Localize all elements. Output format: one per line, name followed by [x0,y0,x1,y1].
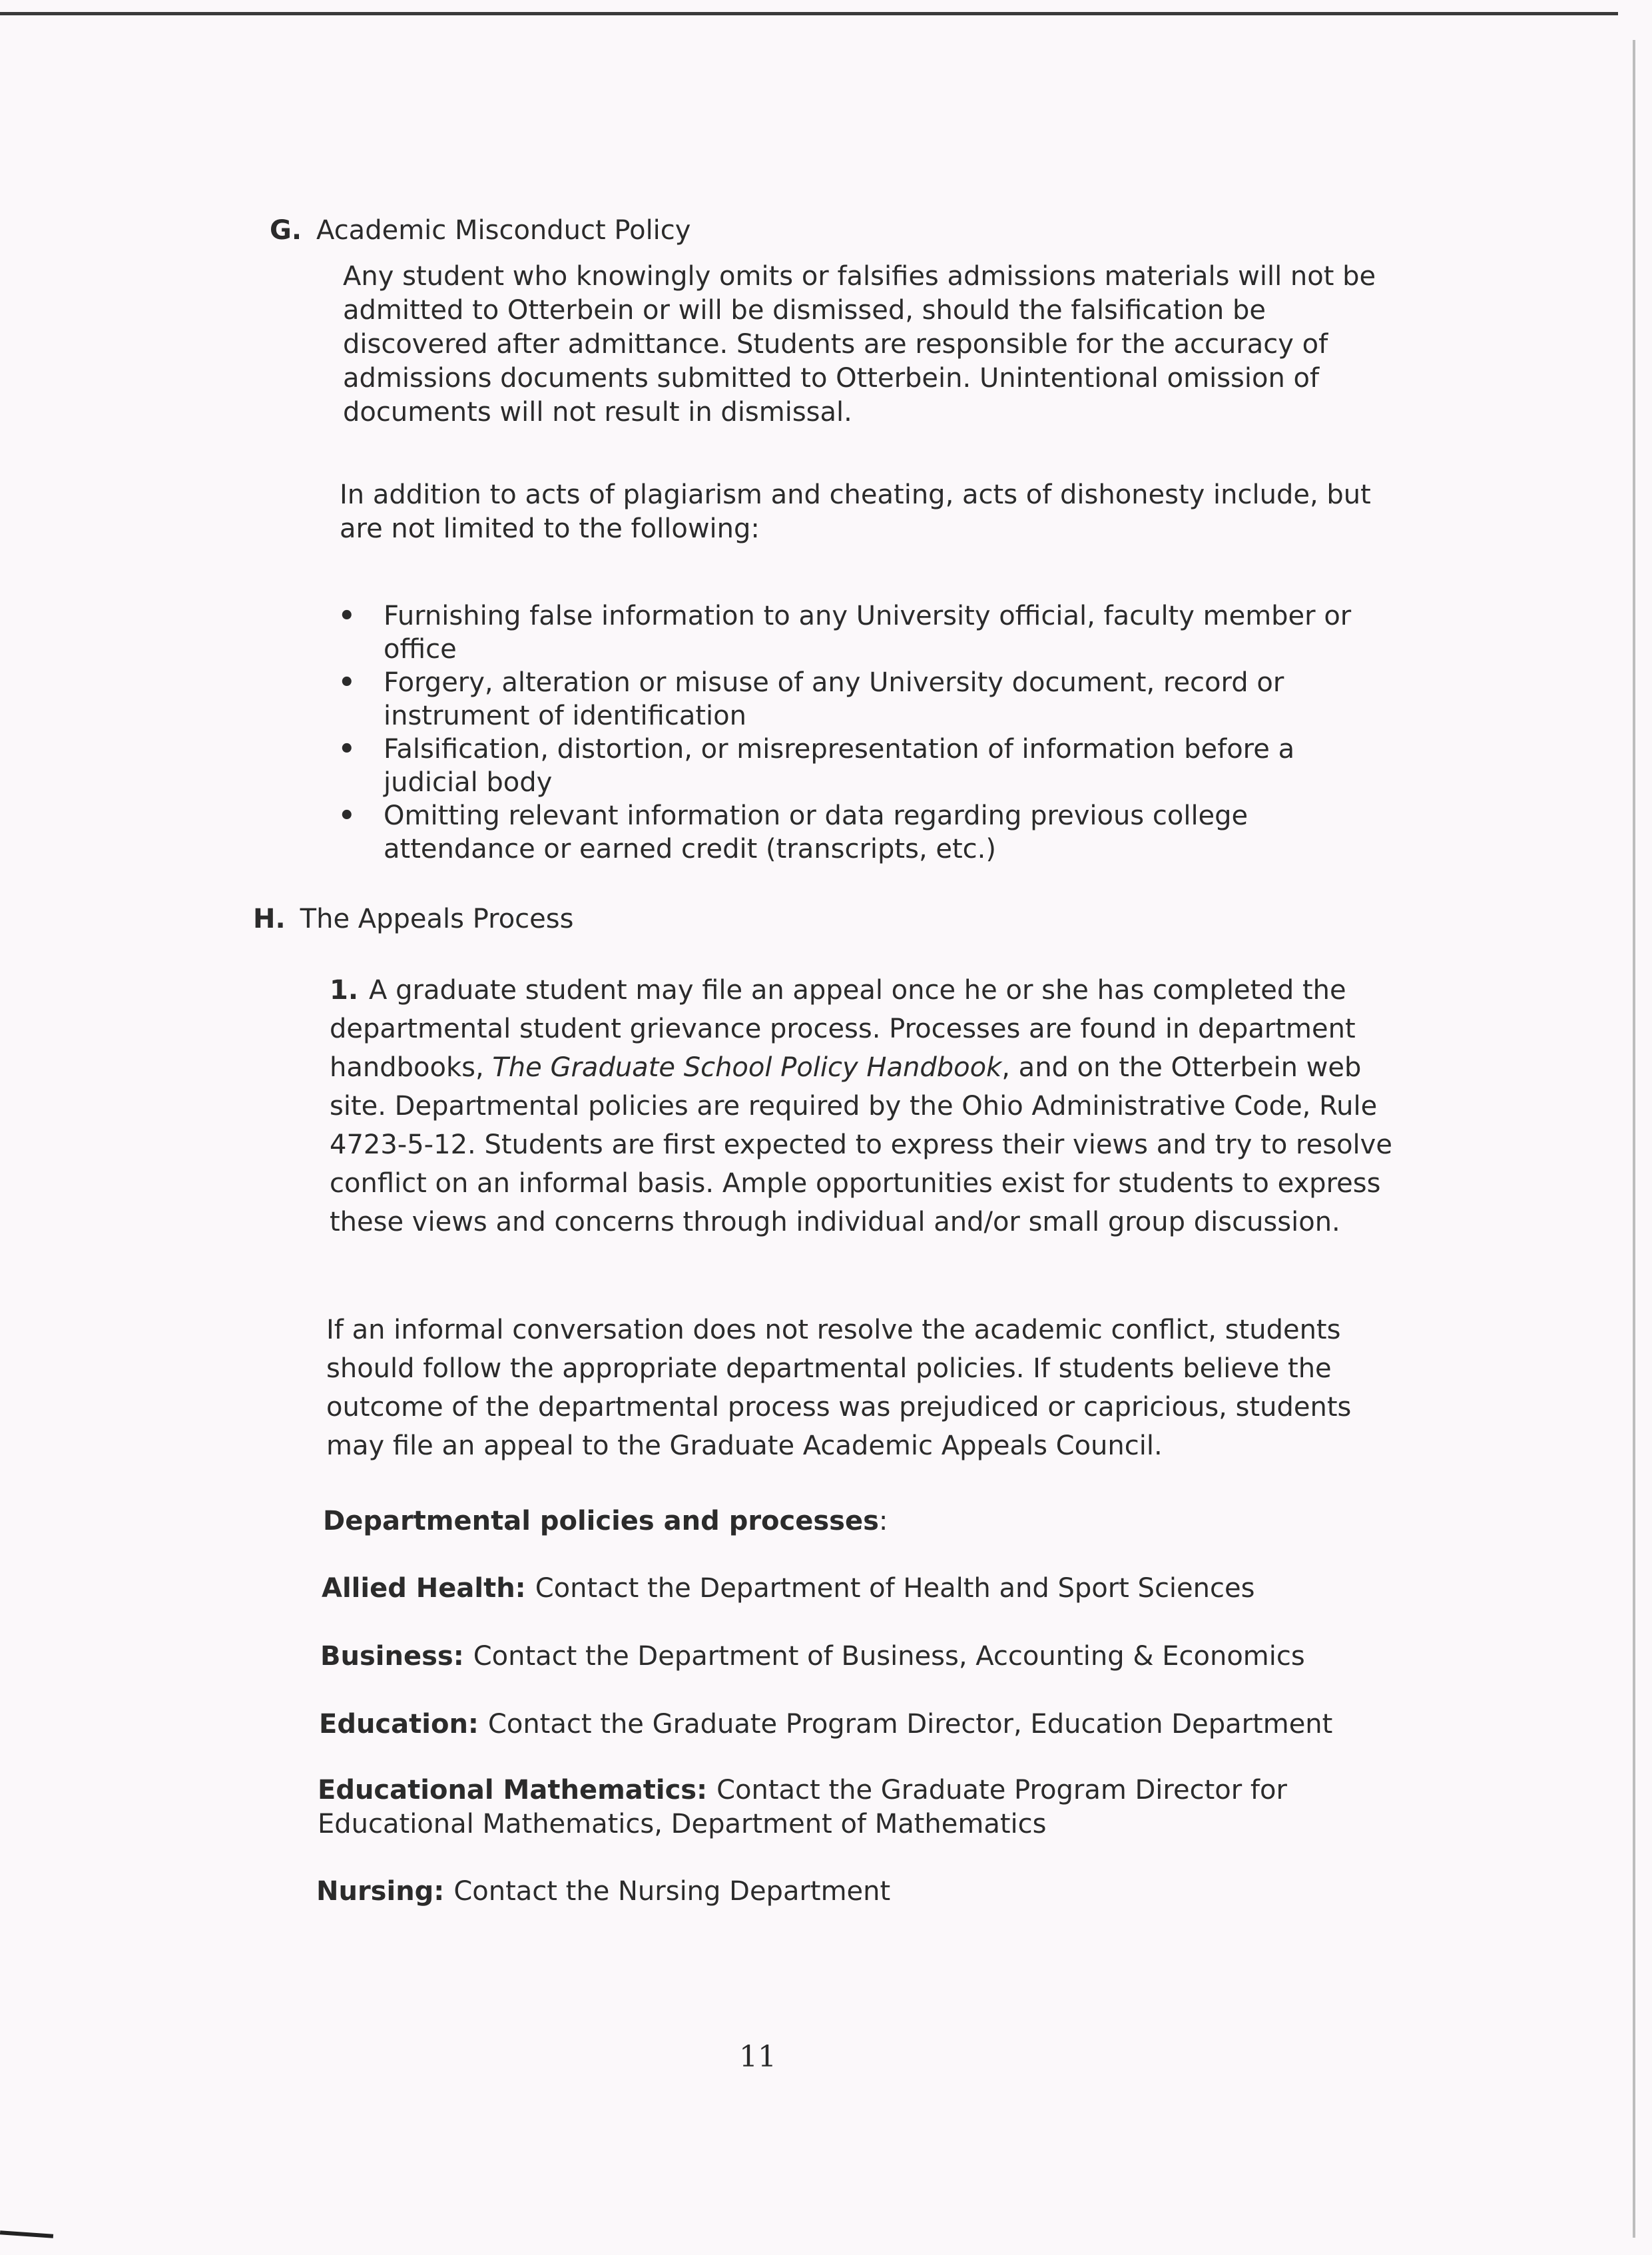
department-name: Allied Health: [322,1573,526,1604]
section-h-heading [253,900,573,938]
section-g-paragraph-2: In addition to acts of plagiarism and cheating, acts of dishonesty include, but are not limited to the following: [340,480,1371,544]
list-item [338,799,1377,866]
section-h-letter: H. [253,904,286,934]
section-g-title: Academic Misconduct Policy [316,215,691,246]
appeals-item-1 [330,971,1408,1241]
departments-heading-text: Departmental policies and processes [323,1506,879,1536]
item-number: 1. [330,975,359,1006]
list-item [338,733,1377,799]
dishonesty-list [338,599,1377,866]
department-row [322,1570,1400,1608]
departments-heading [323,1502,888,1540]
departments-heading-colon: : [878,1506,888,1536]
section-g-paragraph-1: Any student who knowingly omits or falsifies admissions materials will not be admitted to Otterbein or will be dismissed, should the falsification be discovered after admittance. Students are responsible for the accuracy of admissions documents submitted to Otterbein. Unintentional omission of documents will not result in dismissal. [343,261,1376,428]
section-g-heading [270,212,690,250]
department-row [316,1873,1395,1911]
department-row [320,1638,1399,1676]
department-row [319,1706,1398,1744]
department-name: Educational Mathematics: [318,1775,708,1805]
page-number: 11 [739,2040,776,2074]
bullet-icon: • [338,734,356,765]
bullet-icon: • [338,601,356,631]
section-h-paragraph-2: If an informal conversation does not resolve the academic conflict, students should follow the appropriate departmental policies. If students believe the outcome of the departmental process was prejudiced or capricious, students may file an appeal to the Graduate Academic Appeals Council. [326,1315,1352,1461]
handbook-title: The Graduate School Policy Handbook [492,1052,1002,1083]
item-1-text-end: , and on the Otterbein web site. Departmental policies are required by the Ohio Administrative Code, Rule 4723-5-12. Students are first expected to express their views and try to resolve conflict on an informal basis. Ample opportunities exist for students to express these views and concerns through individual and/or small group discussion. [330,1052,1392,1237]
department-contact: Contact the Nursing Department [453,1876,891,1907]
department-name: Business: [320,1641,464,1672]
bullet-icon: • [338,667,356,698]
department-name: Nursing: [316,1876,445,1907]
item-1-text-start: A graduate student may file an appeal once he or she has completed the departmental student grievance process. Processes are found in department handbooks, [330,975,1356,1083]
bullet-icon: • [338,801,356,831]
list-item-text: Forgery, alteration or misuse of any University document, record or instrument of identification [384,667,1284,731]
department-row [318,1773,1356,1841]
list-item [338,666,1377,733]
list-item-text: Falsification, distortion, or misrepresentation of information before a judicial body [384,734,1295,798]
department-contact: Contact the Graduate Program Director for Educational Mathematics, Department of Mathematics [318,1775,1287,1839]
department-contact: Contact the Graduate Program Director, Education Department [487,1709,1333,1740]
section-h-title: The Appeals Process [300,904,574,934]
list-item [338,599,1377,666]
list-item-text: Furnishing false information to any University official, faculty member or office [384,601,1352,665]
section-g-letter: G. [270,215,302,246]
department-contact: Contact the Department of Health and Sport Sciences [535,1573,1255,1604]
department-name: Education: [319,1709,479,1740]
department-contact: Contact the Department of Business, Accounting & Economics [473,1641,1305,1672]
list-item-text: Omitting relevant information or data regarding previous college attendance or earned credit (transcripts, etc.) [384,801,1248,864]
